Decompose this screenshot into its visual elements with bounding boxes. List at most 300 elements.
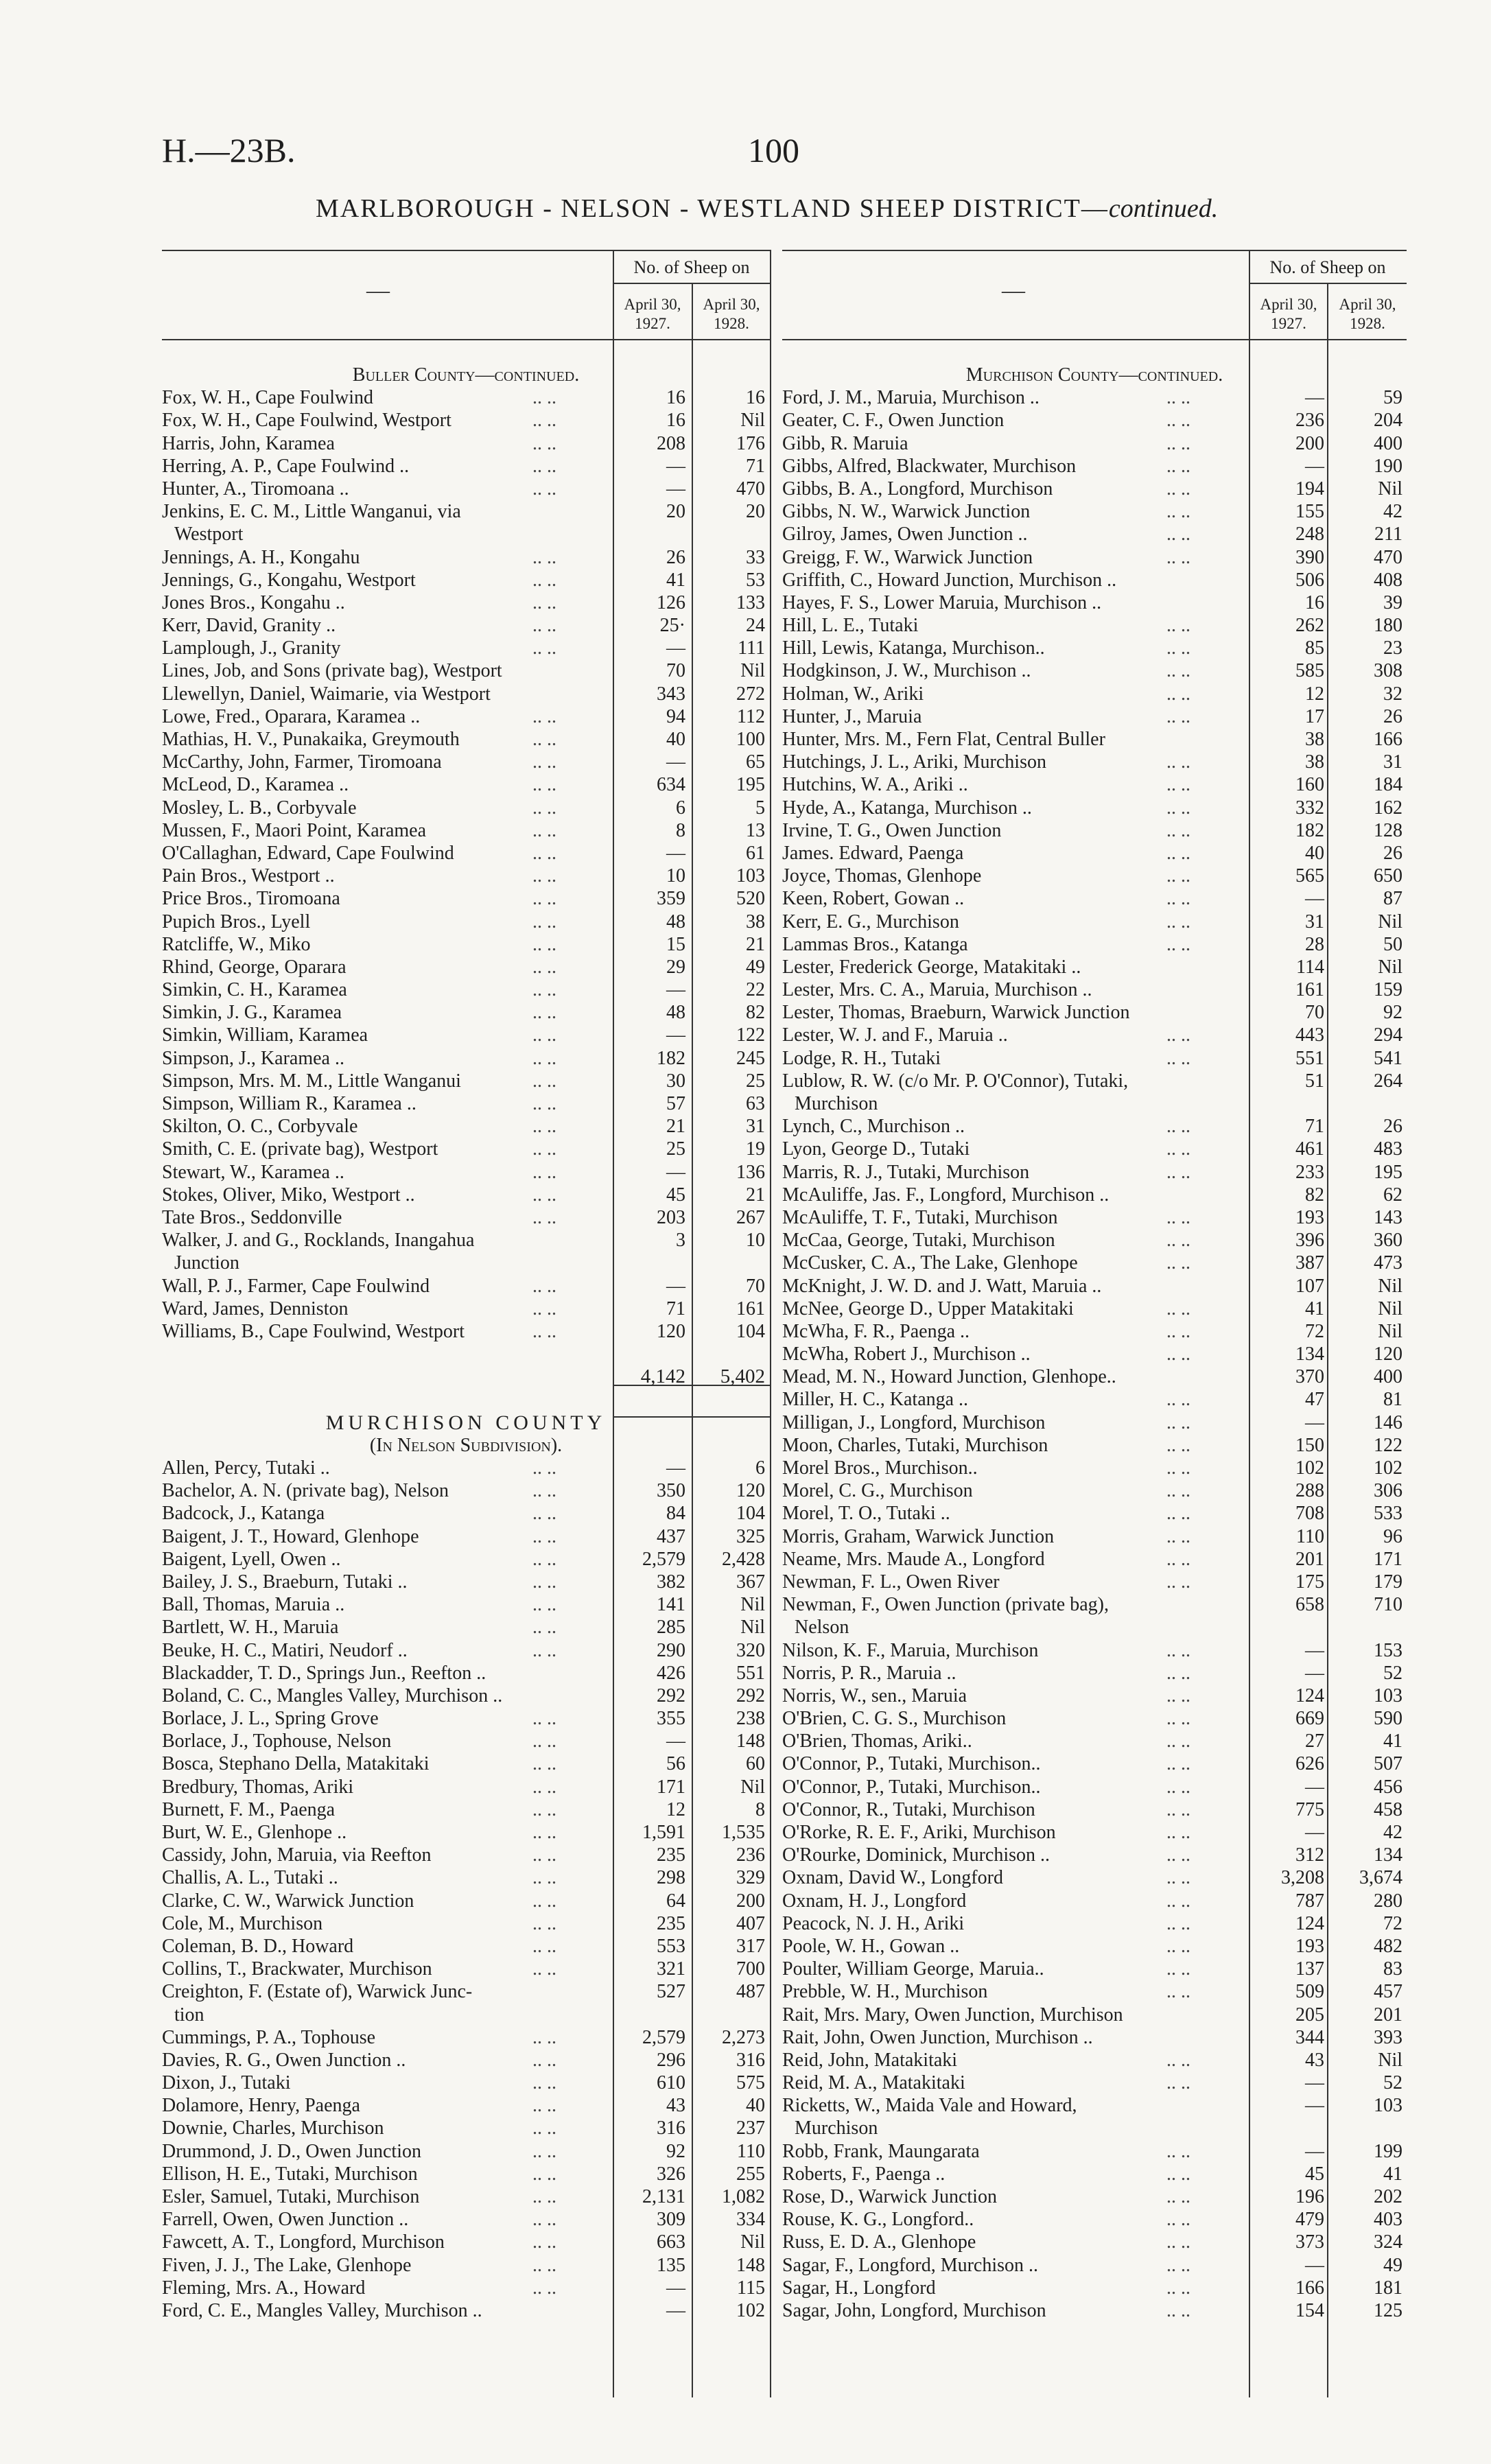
owner-name: Moon, Charles, Tutaki, Murchison (782, 1434, 1048, 1456)
sheep-1927: 43 (666, 2095, 685, 2117)
sheep-1927: 382 (657, 1571, 685, 1593)
list-item (162, 1457, 770, 1479)
leader-dots: .. .. (532, 2095, 556, 2117)
owner-name: O'Connor, P., Tutaki, Murchison.. (782, 1776, 1041, 1798)
leader-dots: .. .. (532, 1617, 556, 1639)
owner-name: Borlace, J., Tophouse, Nelson (162, 1730, 392, 1752)
owner-name: Oxnam, H. J., Longford (782, 1890, 967, 1912)
list-item (782, 1548, 1407, 1571)
leader-dots: .. .. (532, 729, 556, 750)
owner-name: Griffith, C., Howard Junction, Murchison .. (782, 569, 1117, 591)
sheep-1927: 359 (657, 888, 685, 910)
sheep-1927: 57 (666, 1093, 685, 1114)
sheep-1927: — (1305, 2095, 1324, 2117)
list-item (782, 386, 1407, 409)
sheep-1927: 25· (659, 615, 685, 637)
owner-name: Badcock, J., Katanga (162, 1503, 325, 1525)
sheep-1927: 669 (1295, 1708, 1324, 1730)
owner-name: tion (174, 2004, 204, 2026)
list-item (782, 956, 1407, 978)
sheep-1927: 585 (1295, 660, 1324, 682)
sheep-1927: 193 (1295, 1206, 1324, 1228)
owner-name: Downie, Charles, Murchison (162, 2117, 384, 2139)
owner-name: McAuliffe, T. F., Tutaki, Murchison (782, 1206, 1058, 1228)
owner-name: Norris, P. R., Maruia .. (782, 1662, 956, 1684)
leader-dots: .. .. (532, 569, 556, 591)
list-item (782, 911, 1407, 933)
sheep-1928: 72 (1383, 1912, 1402, 1934)
list-item (782, 2049, 1407, 2072)
sheep-1928: 1,082 (722, 2186, 765, 2207)
owner-name: Hutchings, J. L., Ariki, Murchison (782, 751, 1046, 773)
leader-dots: .. .. (532, 1503, 556, 1525)
sheep-1927: 43 (1305, 2049, 1324, 2071)
sheep-1928: 110 (737, 2140, 765, 2162)
sheep-1927: 56 (666, 1753, 685, 1775)
leader-dots: .. .. (532, 819, 556, 841)
sheep-1927: 2,579 (642, 1548, 685, 1570)
owner-name: McKnight, J. W. D. and J. Watt, Maruia .. (782, 1275, 1102, 1297)
sheep-1927: 565 (1295, 865, 1324, 887)
sheep-1927: — (1305, 1822, 1324, 1843)
sheep-1928: 159 (1374, 979, 1402, 1001)
list-item-continuation (782, 1092, 1407, 1115)
list-item (162, 1730, 770, 1752)
list-item (782, 1798, 1407, 1821)
owner-name: Gibb, R. Maruia (782, 432, 908, 454)
leader-dots: .. .. (532, 1457, 556, 1479)
sheep-1928: 52 (1383, 2072, 1402, 2094)
leader-dots: .. .. (1166, 751, 1190, 773)
sheep-1928: 408 (1374, 569, 1402, 591)
sheep-1928: Nil (740, 410, 765, 432)
owner-name: Lester, Mrs. C. A., Maruia, Murchison .. (782, 979, 1092, 1001)
sheep-1928: 487 (736, 1981, 765, 2003)
list-item (162, 705, 770, 728)
owner-name: Williams, B., Cape Foulwind, Westport (162, 1320, 465, 1342)
right-column (782, 364, 1407, 2322)
owner-name: Wall, P. J., Farmer, Cape Foulwind (162, 1275, 430, 1297)
leader-dots: .. .. (1166, 774, 1190, 796)
list-item (162, 1593, 770, 1616)
owner-name: Sagar, John, Longford, Murchison (782, 2299, 1046, 2321)
list-item (782, 455, 1407, 478)
owner-name: Kerr, E. G., Murchison (782, 911, 959, 932)
sheep-1928: 482 (1374, 1935, 1402, 1957)
right-header-bottom-rule (782, 339, 1407, 340)
sheep-1928: 195 (1374, 1161, 1402, 1183)
sheep-1927: 45 (1305, 2163, 1324, 2185)
leader-dots: .. .. (532, 1184, 556, 1206)
list-item (162, 1161, 770, 1184)
list-item (782, 569, 1407, 591)
sheep-1927: 193 (1295, 1935, 1324, 1957)
list-item (782, 819, 1407, 842)
sheep-1927: 236 (1295, 410, 1324, 432)
sheep-1927: 107 (1295, 1275, 1324, 1297)
list-item (782, 2072, 1407, 2094)
sheep-1928: 590 (1374, 1708, 1402, 1730)
owner-name: Reid, John, Matakitaki (782, 2049, 958, 2071)
sheep-1928: 92 (1383, 1002, 1402, 1024)
sheep-1928: 32 (1383, 683, 1402, 705)
sheep-1927: 443 (1295, 1024, 1324, 1046)
sheep-1927: 553 (657, 1935, 685, 1957)
sheep-1927: 634 (657, 774, 685, 796)
leader-dots: .. .. (1166, 705, 1190, 727)
sheep-1928: 33 (746, 546, 765, 568)
sheep-1927: — (666, 1730, 685, 1752)
sheep-1928: 103 (1374, 1685, 1402, 1706)
sheep-1928: 59 (1383, 387, 1402, 409)
owner-name: Poulter, William George, Maruia.. (782, 1958, 1044, 1980)
sheep-1927: 373 (1295, 2231, 1324, 2253)
sheep-1928: 507 (1374, 1753, 1402, 1775)
list-item (782, 2231, 1407, 2253)
sheep-1927: 203 (657, 1206, 685, 1228)
owner-name: Creighton, F. (Estate of), Warwick Junc- (162, 1981, 473, 2003)
owner-name: Simpson, J., Karamea .. (162, 1047, 344, 1069)
sheep-1927: 38 (1305, 729, 1324, 750)
sheep-1927: 15 (666, 933, 685, 955)
leader-dots: .. .. (532, 1867, 556, 1889)
owner-name: Westport (174, 524, 244, 545)
sheep-1928: 541 (1374, 1047, 1402, 1069)
leader-dots: .. .. (1166, 410, 1190, 432)
leader-dots: .. .. (1166, 1411, 1190, 1433)
leader-dots: .. .. (532, 1024, 556, 1046)
owner-name: Morel, C. G., Murchison (782, 1480, 973, 1502)
owner-name: Kerr, David, Granity .. (162, 615, 336, 637)
owner-name: Bredbury, Thomas, Ariki (162, 1776, 354, 1798)
sheep-1928: 195 (736, 774, 765, 796)
leader-dots: .. .. (532, 979, 556, 1001)
sheep-1928: 171 (1374, 1548, 1402, 1570)
owner-name: Lowe, Fred., Oparara, Karamea .. (162, 705, 421, 727)
sheep-1927: 312 (1295, 1844, 1324, 1866)
owner-name: Dixon, J., Tutaki (162, 2072, 291, 2094)
leader-dots: .. .. (532, 2231, 556, 2253)
owner-name: Hayes, F. S., Lower Maruia, Murchison .. (782, 591, 1102, 613)
list-item (162, 569, 770, 591)
owner-name: Mathias, H. V., Punakaika, Greymouth (162, 729, 460, 750)
leader-dots: .. .. (1166, 1776, 1190, 1798)
list-item (162, 2026, 770, 2049)
sheep-1927: 332 (1295, 797, 1324, 819)
leader-dots: .. .. (1166, 1457, 1190, 1479)
sheep-1928: 280 (1374, 1890, 1402, 1912)
leader-dots: .. .. (1166, 1503, 1190, 1525)
list-item (162, 1912, 770, 1935)
list-item (162, 2094, 770, 2117)
list-item (782, 2094, 1407, 2117)
leader-dots: .. .. (1166, 1730, 1190, 1752)
owner-name: Davies, R. G., Owen Junction .. (162, 2049, 406, 2071)
leader-dots: .. .. (1166, 1344, 1190, 1365)
sheep-1928: 136 (736, 1161, 765, 1183)
sheep-1928: 181 (1374, 2277, 1402, 2299)
list-item (782, 2163, 1407, 2185)
owner-name: Robb, Frank, Maungarata (782, 2140, 980, 2162)
sheep-1928: 112 (737, 705, 765, 727)
sheep-1928: 125 (1374, 2299, 1402, 2321)
left-header-top-rule (162, 250, 770, 251)
sheep-1927: 321 (657, 1958, 685, 1980)
owner-name: Mead, M. N., Howard Junction, Glenhope.. (782, 1366, 1116, 1388)
owner-name: Beuke, H. C., Matiri, Neudorf .. (162, 1639, 408, 1661)
sheep-1927: — (666, 1457, 685, 1479)
sheep-1928: Nil (740, 1776, 765, 1798)
list-item (782, 728, 1407, 751)
sheep-1927: 41 (666, 569, 685, 591)
sheep-1927: — (666, 842, 685, 864)
leader-dots: .. .. (1166, 2186, 1190, 2207)
list-item (782, 1024, 1407, 1046)
sheep-1927: 70 (666, 660, 685, 682)
sheep-1928: 1,535 (722, 1822, 765, 1843)
leader-dots: .. .. (1166, 2163, 1190, 2185)
sheep-1927: 235 (657, 1912, 685, 1934)
owner-name: Harris, John, Karamea (162, 432, 335, 454)
right-col2-year: 1928. (1350, 315, 1385, 332)
leader-dots: .. .. (532, 1708, 556, 1730)
leader-dots: .. .. (1166, 478, 1190, 500)
sheep-1928: 3,674 (1359, 1867, 1402, 1889)
leader-dots: .. .. (532, 1798, 556, 1820)
owner-name: Price Bros., Tiromoana (162, 888, 340, 910)
sheep-1927: 27 (1305, 1730, 1324, 1752)
sheep-1928: 367 (736, 1571, 765, 1593)
sheep-1927: 298 (657, 1867, 685, 1889)
sheep-1928: 184 (1374, 774, 1402, 796)
owner-name: Poole, W. H., Gowan .. (782, 1935, 960, 1957)
owner-name: Holman, W., Ariki (782, 683, 924, 705)
owner-name: Bartlett, W. H., Maruia (162, 1617, 339, 1639)
list-item (162, 1502, 770, 1525)
owner-name: Geater, C. F., Owen Junction (782, 410, 1005, 432)
leader-dots: .. .. (532, 1320, 556, 1342)
leader-dots: .. .. (1166, 455, 1190, 477)
list-item (162, 2231, 770, 2253)
sheep-1928: 103 (736, 865, 765, 887)
list-item (162, 1616, 770, 1639)
list-item (162, 2163, 770, 2185)
owner-name: Lester, Thomas, Braeburn, Warwick Junction (782, 1002, 1130, 1024)
owner-name: Pupich Bros., Lyell (162, 911, 311, 932)
sheep-1927: 461 (1295, 1138, 1324, 1160)
leader-dots: .. .. (532, 2049, 556, 2071)
left-col1-label: April 30, (624, 296, 681, 313)
owner-name: Drummond, J. D., Owen Junction (162, 2140, 421, 2162)
leader-dots: .. .. (1166, 1116, 1190, 1138)
sheep-1928: 41 (1383, 1730, 1402, 1752)
owner-name: Lester, Frederick George, Matakitaki .. (782, 956, 1081, 978)
sheep-1927: 160 (1295, 774, 1324, 796)
sheep-1927: 610 (657, 2072, 685, 2094)
sheep-1928: 190 (1374, 455, 1402, 477)
list-item (782, 865, 1407, 887)
page-title (316, 193, 1218, 224)
sheep-1928: 39 (1383, 591, 1402, 613)
owner-name: Cassidy, John, Maruia, via Reefton (162, 1844, 432, 1866)
list-item (782, 2140, 1407, 2163)
owner-name: Prebble, W. H., Murchison (782, 1981, 988, 2003)
list-item (782, 659, 1407, 682)
owner-name: Hunter, J., Maruia (782, 705, 922, 727)
sheep-1927: 479 (1295, 2209, 1324, 2231)
leader-dots: .. .. (532, 1480, 556, 1502)
sheep-1927: 48 (666, 911, 685, 932)
sheep-1928: 10 (746, 1230, 765, 1252)
sheep-1927: 16 (666, 387, 685, 409)
sheep-1928: 102 (736, 2299, 765, 2321)
owner-name: Lynch, C., Murchison .. (782, 1116, 965, 1138)
owner-name: Fox, W. H., Cape Foulwind (162, 387, 374, 409)
sheep-1928: 63 (746, 1093, 765, 1114)
sheep-1928: 24 (746, 615, 765, 637)
list-item (782, 751, 1407, 773)
sheep-1928: 38 (746, 911, 765, 932)
owner-name: Mosley, L. B., Corbyvale (162, 797, 357, 819)
sheep-1927: 2,131 (642, 2186, 685, 2207)
leader-dots: .. .. (1166, 1434, 1190, 1456)
sheep-1927: 194 (1295, 478, 1324, 500)
list-item (162, 1024, 770, 1046)
owner-name: Joyce, Thomas, Glenhope (782, 865, 982, 887)
owner-name: Murchison (795, 1093, 878, 1114)
leader-dots: .. .. (532, 888, 556, 910)
sheep-1927: 775 (1295, 1798, 1324, 1820)
sheep-1928: 292 (736, 1685, 765, 1706)
sheep-1927: 370 (1295, 1366, 1324, 1388)
leader-dots: .. .. (1166, 888, 1190, 910)
list-item (162, 911, 770, 933)
sheep-1928: Nil (1378, 1298, 1402, 1319)
owner-name: Bachelor, A. N. (private bag), Nelson (162, 1480, 449, 1502)
sheep-1927: 20 (666, 501, 685, 523)
owner-name: Sagar, H., Longford (782, 2277, 936, 2299)
sheep-1927: — (1305, 2072, 1324, 2094)
owner-name: Morel Bros., Murchison.. (782, 1457, 978, 1479)
owner-name: Norris, W., sen., Maruia (782, 1685, 967, 1706)
sheep-1928: 473 (1374, 1252, 1402, 1274)
owner-name: Ball, Thomas, Maruia .. (162, 1594, 345, 1616)
list-item (782, 1980, 1407, 2003)
list-item (782, 2299, 1407, 2322)
list-item (162, 1229, 770, 1252)
sheep-1927: 205 (1295, 2004, 1324, 2026)
list-item (162, 455, 770, 478)
sheep-1928: 458 (1374, 1798, 1402, 1820)
sheep-1927: 155 (1295, 501, 1324, 523)
owner-name: Mussen, F., Maori Point, Karamea (162, 819, 427, 841)
sheep-1928: Nil (1378, 1320, 1402, 1342)
list-item (162, 1935, 770, 1958)
sheep-1927: 201 (1295, 1548, 1324, 1570)
sheep-1928: 237 (736, 2117, 765, 2139)
list-item (782, 637, 1407, 659)
sheep-1928: 483 (1374, 1138, 1402, 1160)
list-item (782, 1776, 1407, 1798)
owner-name: James. Edward, Paenga (782, 842, 964, 864)
sheep-1928: 82 (746, 1002, 765, 1024)
sheep-1928: 700 (736, 1958, 765, 1980)
leader-dots: .. .. (1166, 1708, 1190, 1730)
owner-name: McAuliffe, Jas. F., Longford, Murchison .. (782, 1184, 1110, 1206)
owner-name: Jennings, G., Kongahu, Westport (162, 569, 416, 591)
owner-name: McNee, George D., Upper Matakitaki (782, 1298, 1074, 1319)
sheep-1927: — (666, 637, 685, 659)
owner-name: Lyon, George D., Tutaki (782, 1138, 970, 1160)
list-item (782, 1593, 1407, 1616)
sheep-1928: 180 (1374, 615, 1402, 637)
sheep-1928: Nil (740, 1594, 765, 1616)
sheep-1927: 288 (1295, 1480, 1324, 1502)
list-item (162, 1001, 770, 1024)
list-item (162, 819, 770, 842)
leader-dots: .. .. (532, 1844, 556, 1866)
owner-name: Newman, F., Owen Junction (private bag), (782, 1594, 1109, 1616)
list-item (782, 1275, 1407, 1298)
leader-dots: .. .. (532, 1753, 556, 1775)
sheep-1928: 103 (1374, 2095, 1402, 2117)
list-item (162, 1821, 770, 1844)
sheep-1927: 150 (1295, 1434, 1324, 1456)
list-item (782, 1184, 1407, 1206)
sheep-1928: 21 (746, 933, 765, 955)
owner-name: O'Connor, P., Tutaki, Murchison.. (782, 1753, 1041, 1775)
sheep-1927: 71 (666, 1298, 685, 1319)
total-row (162, 1365, 770, 1388)
sheep-1928: 533 (1374, 1503, 1402, 1525)
sheep-1927: 40 (1305, 842, 1324, 864)
leader-dots: .. .. (1166, 1161, 1190, 1183)
sheep-1927: — (666, 478, 685, 500)
owner-name: Oxnam, David W., Longford (782, 1867, 1003, 1889)
list-item (162, 683, 770, 705)
sheep-1928: 316 (736, 2049, 765, 2071)
owner-name: Herring, A. P., Cape Foulwind .. (162, 455, 410, 477)
list-item (782, 2185, 1407, 2208)
owner-name: Ellison, H. E., Tutaki, Murchison (162, 2163, 418, 2185)
leader-dots: .. .. (1166, 1138, 1190, 1160)
left-header-group: No. of Sheep on (633, 257, 750, 277)
list-item (782, 1844, 1407, 1866)
leader-dots: .. .. (1166, 2049, 1190, 2071)
sheep-1927: — (1305, 2140, 1324, 2162)
list-item (782, 773, 1407, 796)
leader-dots: .. .. (1166, 432, 1190, 454)
sheep-1927: — (666, 455, 685, 477)
sheep-1927: 626 (1295, 1753, 1324, 1775)
owner-name: Farrell, Owen, Owen Junction .. (162, 2209, 409, 2231)
owner-name: Rhind, George, Oparara (162, 956, 347, 978)
leader-dots: .. .. (1166, 524, 1190, 545)
leader-dots: .. .. (532, 911, 556, 932)
owner-name: Rose, D., Warwick Junction (782, 2186, 997, 2207)
list-item (782, 1752, 1407, 1775)
owner-name: Jones Bros., Kongahu .. (162, 591, 345, 613)
sheep-1927: — (666, 1275, 685, 1297)
list-item (782, 614, 1407, 637)
sheep-1927: 390 (1295, 546, 1324, 568)
list-item (162, 887, 770, 910)
owner-name: Boland, C. C., Mangles Valley, Murchison .. (162, 1685, 503, 1706)
leader-dots: .. .. (1166, 797, 1190, 819)
owner-name: Ratcliffe, W., Miko (162, 933, 311, 955)
owner-name: Skilton, O. C., Corbyvale (162, 1116, 358, 1138)
leader-dots: .. .. (1166, 2299, 1190, 2321)
